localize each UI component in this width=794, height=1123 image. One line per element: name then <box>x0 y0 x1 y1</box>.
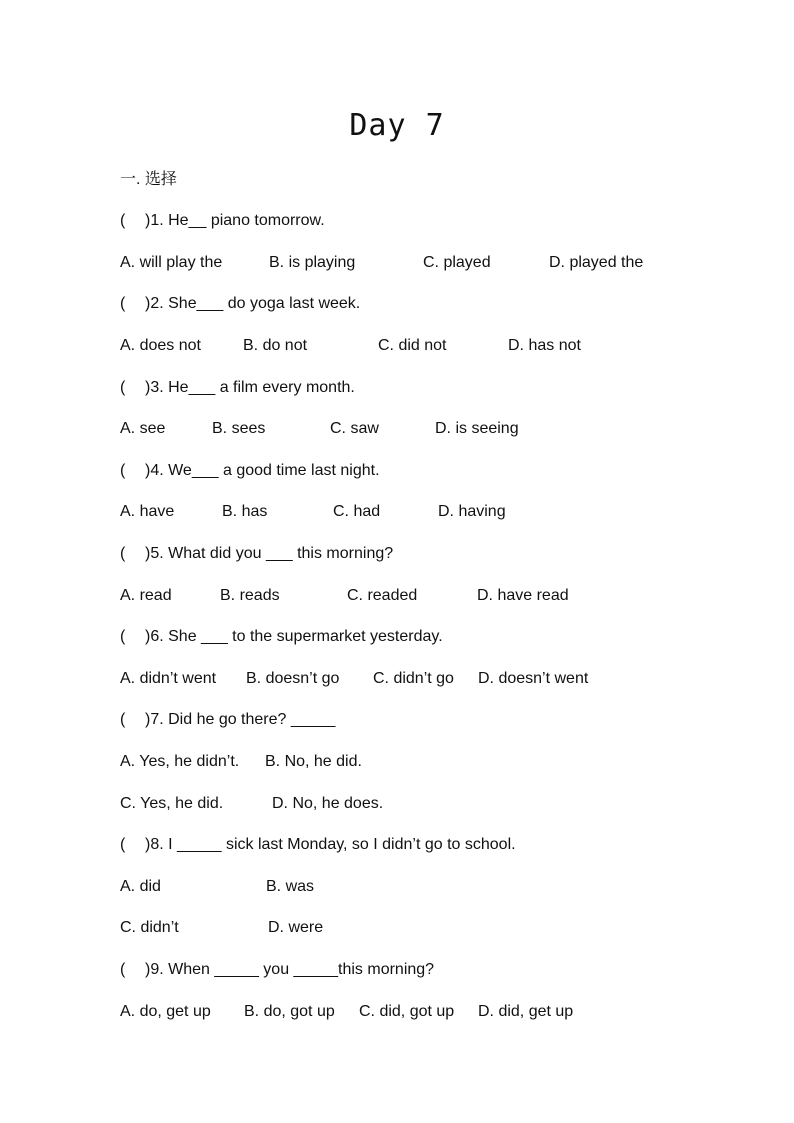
answer-paren[interactable]: ( <box>120 379 126 396</box>
option-c[interactable]: C. saw <box>330 420 379 437</box>
answer-paren[interactable]: ( <box>120 462 126 479</box>
question-text: )9. When _____ you _____this morning? <box>145 961 435 978</box>
question-text: )8. I _____ sick last Monday, so I didn’t go to school. <box>145 836 516 853</box>
section-heading: 一. 选择 <box>120 171 177 188</box>
option-c[interactable]: C. did, got up <box>359 1003 455 1020</box>
question-9 <box>120 959 434 981</box>
answer-paren[interactable]: ( <box>120 711 126 728</box>
question-2 <box>120 293 360 315</box>
question-1 <box>120 210 325 232</box>
option-a[interactable]: A. Yes, he didn’t. <box>120 753 240 770</box>
question-5 <box>120 543 393 565</box>
answer-paren[interactable]: ( <box>120 628 126 645</box>
question-text: )1. He__ piano tomorrow. <box>145 212 325 229</box>
option-d[interactable]: D. No, he does. <box>272 795 384 812</box>
answer-paren[interactable]: ( <box>120 545 126 562</box>
option-b[interactable]: B. do not <box>243 337 308 354</box>
option-d[interactable]: D. has not <box>508 337 581 354</box>
option-c[interactable]: C. readed <box>347 587 418 604</box>
question-text: )4. We___ a good time last night. <box>145 462 380 479</box>
option-a[interactable]: A. did <box>120 878 161 895</box>
option-d[interactable]: D. played the <box>549 254 644 271</box>
page-title: Day 7 <box>349 108 445 143</box>
answer-paren[interactable]: ( <box>120 212 126 229</box>
option-a[interactable]: A. does not <box>120 337 201 354</box>
question-text: )6. She ___ to the supermarket yesterday. <box>145 628 443 645</box>
question-4 <box>120 460 380 482</box>
answer-paren[interactable]: ( <box>120 961 126 978</box>
question-text: )2. She___ do yoga last week. <box>145 295 361 312</box>
option-c[interactable]: C. didn’t go <box>373 670 454 687</box>
answer-paren[interactable]: ( <box>120 295 126 312</box>
option-a[interactable]: A. read <box>120 587 172 604</box>
question-text: )3. He___ a film every month. <box>145 379 355 396</box>
option-b[interactable]: B. No, he did. <box>265 753 362 770</box>
option-b[interactable]: B. was <box>266 878 315 895</box>
option-d[interactable]: D. doesn’t went <box>478 670 589 687</box>
option-c[interactable]: C. Yes, he did. <box>120 795 224 812</box>
option-d[interactable]: D. is seeing <box>435 420 519 437</box>
question-text: )7. Did he go there? _____ <box>145 711 336 728</box>
option-b[interactable]: B. doesn’t go <box>246 670 340 687</box>
option-a[interactable]: A. do, get up <box>120 1003 211 1020</box>
question-6 <box>120 626 443 648</box>
option-b[interactable]: B. sees <box>212 420 266 437</box>
question-8 <box>120 834 516 856</box>
option-c[interactable]: C. didn’t <box>120 919 179 936</box>
option-c[interactable]: C. had <box>333 503 381 520</box>
question-3 <box>120 377 355 399</box>
option-c[interactable]: C. did not <box>378 337 447 354</box>
option-d[interactable]: D. have read <box>477 587 569 604</box>
option-a[interactable]: A. have <box>120 503 175 520</box>
option-a[interactable]: A. see <box>120 420 166 437</box>
option-d[interactable]: D. having <box>438 503 506 520</box>
option-b[interactable]: B. reads <box>220 587 280 604</box>
option-d[interactable]: D. did, get up <box>478 1003 574 1020</box>
answer-paren[interactable]: ( <box>120 836 126 853</box>
option-b[interactable]: B. do, got up <box>244 1003 335 1020</box>
option-a[interactable]: A. didn’t went <box>120 670 217 687</box>
option-b[interactable]: B. has <box>222 503 268 520</box>
option-c[interactable]: C. played <box>423 254 491 271</box>
question-text: )5. What did you ___ this morning? <box>145 545 394 562</box>
option-b[interactable]: B. is playing <box>269 254 356 271</box>
option-d[interactable]: D. were <box>268 919 324 936</box>
question-7 <box>120 709 335 731</box>
option-a[interactable]: A. will play the <box>120 254 223 271</box>
